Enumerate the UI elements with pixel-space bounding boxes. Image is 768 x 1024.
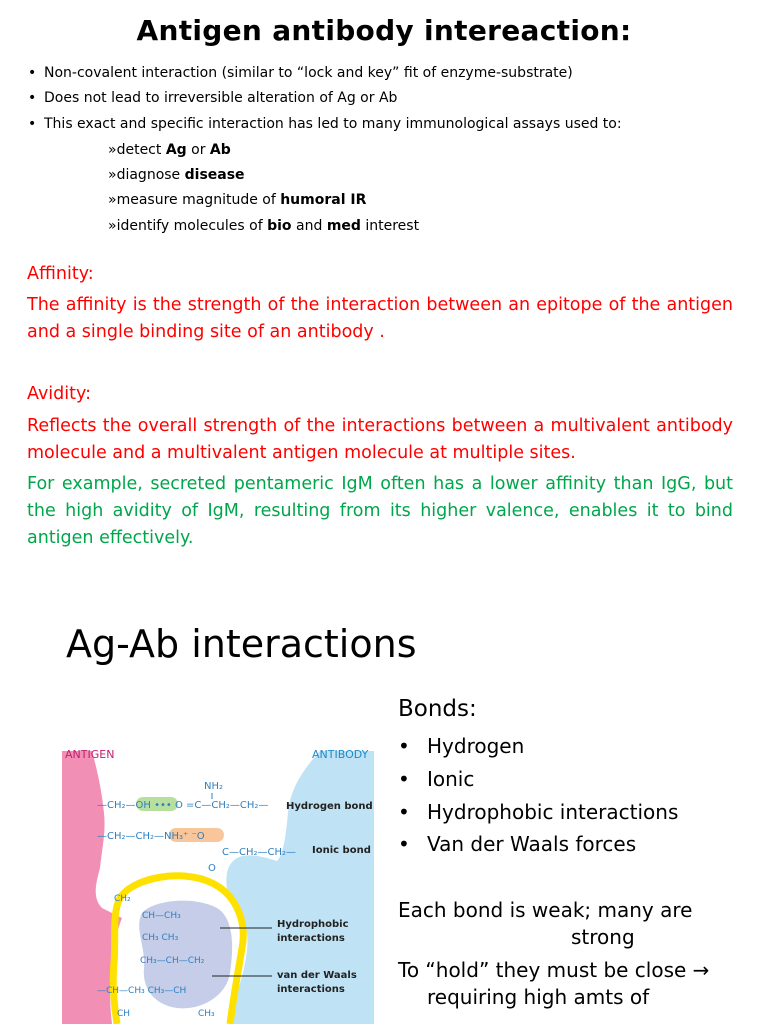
bonds-heading: Bonds: — [398, 696, 477, 722]
vdw-label-1: van der Waals — [277, 970, 357, 981]
hbond-chain: —CH₂—OH ••• O =C—CH₂—CH₂— — [97, 800, 269, 811]
hydrophobic-label-2: interactions — [277, 933, 345, 944]
note-text: strong — [571, 925, 635, 949]
bullet-item: • This exact and specific interaction has led to many immunological assays used to: — [28, 115, 622, 133]
note-text: requiring high amts of — [427, 985, 650, 1009]
affinity-heading: Affinity: — [27, 264, 94, 284]
ionic-bond-label: Ionic bond — [312, 845, 371, 856]
sub-item: »diagnose disease — [108, 167, 245, 183]
carboxyl-chain: C—CH₂—CH₂— — [222, 847, 297, 858]
ch3-ch3: CH₃ CH₃ — [142, 933, 179, 943]
bond-item: • Ionic — [398, 767, 474, 791]
bond-item: • Van der Waals forces — [398, 832, 636, 856]
note-text: To “hold” they must be close → — [398, 958, 710, 982]
bullet-item: • Non-covalent interaction (similar to “lock and key” fit of enzyme-substrate) — [28, 64, 573, 82]
ionic-chain: —CH₂—CH₂—NH₃⁺ ⁻O — [97, 831, 205, 842]
bullet-item: • Does not lead to irreversible alteration of Ag or Ab — [28, 89, 397, 107]
sub-item: »identify molecules of bio and med interest — [108, 218, 420, 234]
avidity-heading: Avidity: — [27, 384, 91, 404]
vdw-chain: —CH—CH₃ CH₃—CH — [97, 986, 187, 996]
ag-ab-diagram — [62, 733, 374, 1024]
ch2-group: CH₂ — [114, 894, 131, 904]
avidity-example: For example, secreted pentameric IgM often has a lower affinity than IgG, but the high avidity of IgM, resulting from its higher valence, enables it to bind antigen effectively. — [27, 474, 733, 548]
sub-item: »detect Ag or Ab — [108, 142, 231, 158]
bond-item: • Hydrophobic interactions — [398, 800, 678, 824]
vdw-label-2: interactions — [277, 984, 345, 995]
bond-item: • Hydrogen — [398, 734, 524, 758]
ch-group: CH — [117, 1009, 131, 1019]
hydrophobic-label-1: Hydrophobic — [277, 919, 349, 930]
sub-item: »measure magnitude of humoral IR — [108, 192, 367, 208]
carbonyl-o: O — [208, 863, 216, 874]
page-title: Antigen antibody intereaction: — [136, 14, 632, 47]
affinity-text: The affinity is the strength of the interaction between an epitope of the antigen and a single binding site of an antibody . — [27, 295, 733, 342]
ch-ch3: CH—CH₃ — [142, 911, 181, 921]
avidity-text: Reflects the overall strength of the interactions between a multivalent antibody molecule and a multivalent antigen molecule at multiple sites. — [27, 416, 733, 463]
ch3-ch-ch2: CH₃—CH—CH₂ — [140, 956, 205, 966]
hydrogen-bond-label: Hydrogen bond — [286, 801, 373, 812]
antigen-label: ANTIGEN — [65, 748, 115, 761]
section-title: Ag-Ab interactions — [66, 622, 417, 666]
ch3-group: CH₃ — [198, 1009, 215, 1019]
note-text: Each bond is weak; many are — [398, 898, 693, 922]
nh2-group: NH₂ — [204, 781, 224, 792]
antibody-label: ANTIBODY — [312, 748, 369, 761]
